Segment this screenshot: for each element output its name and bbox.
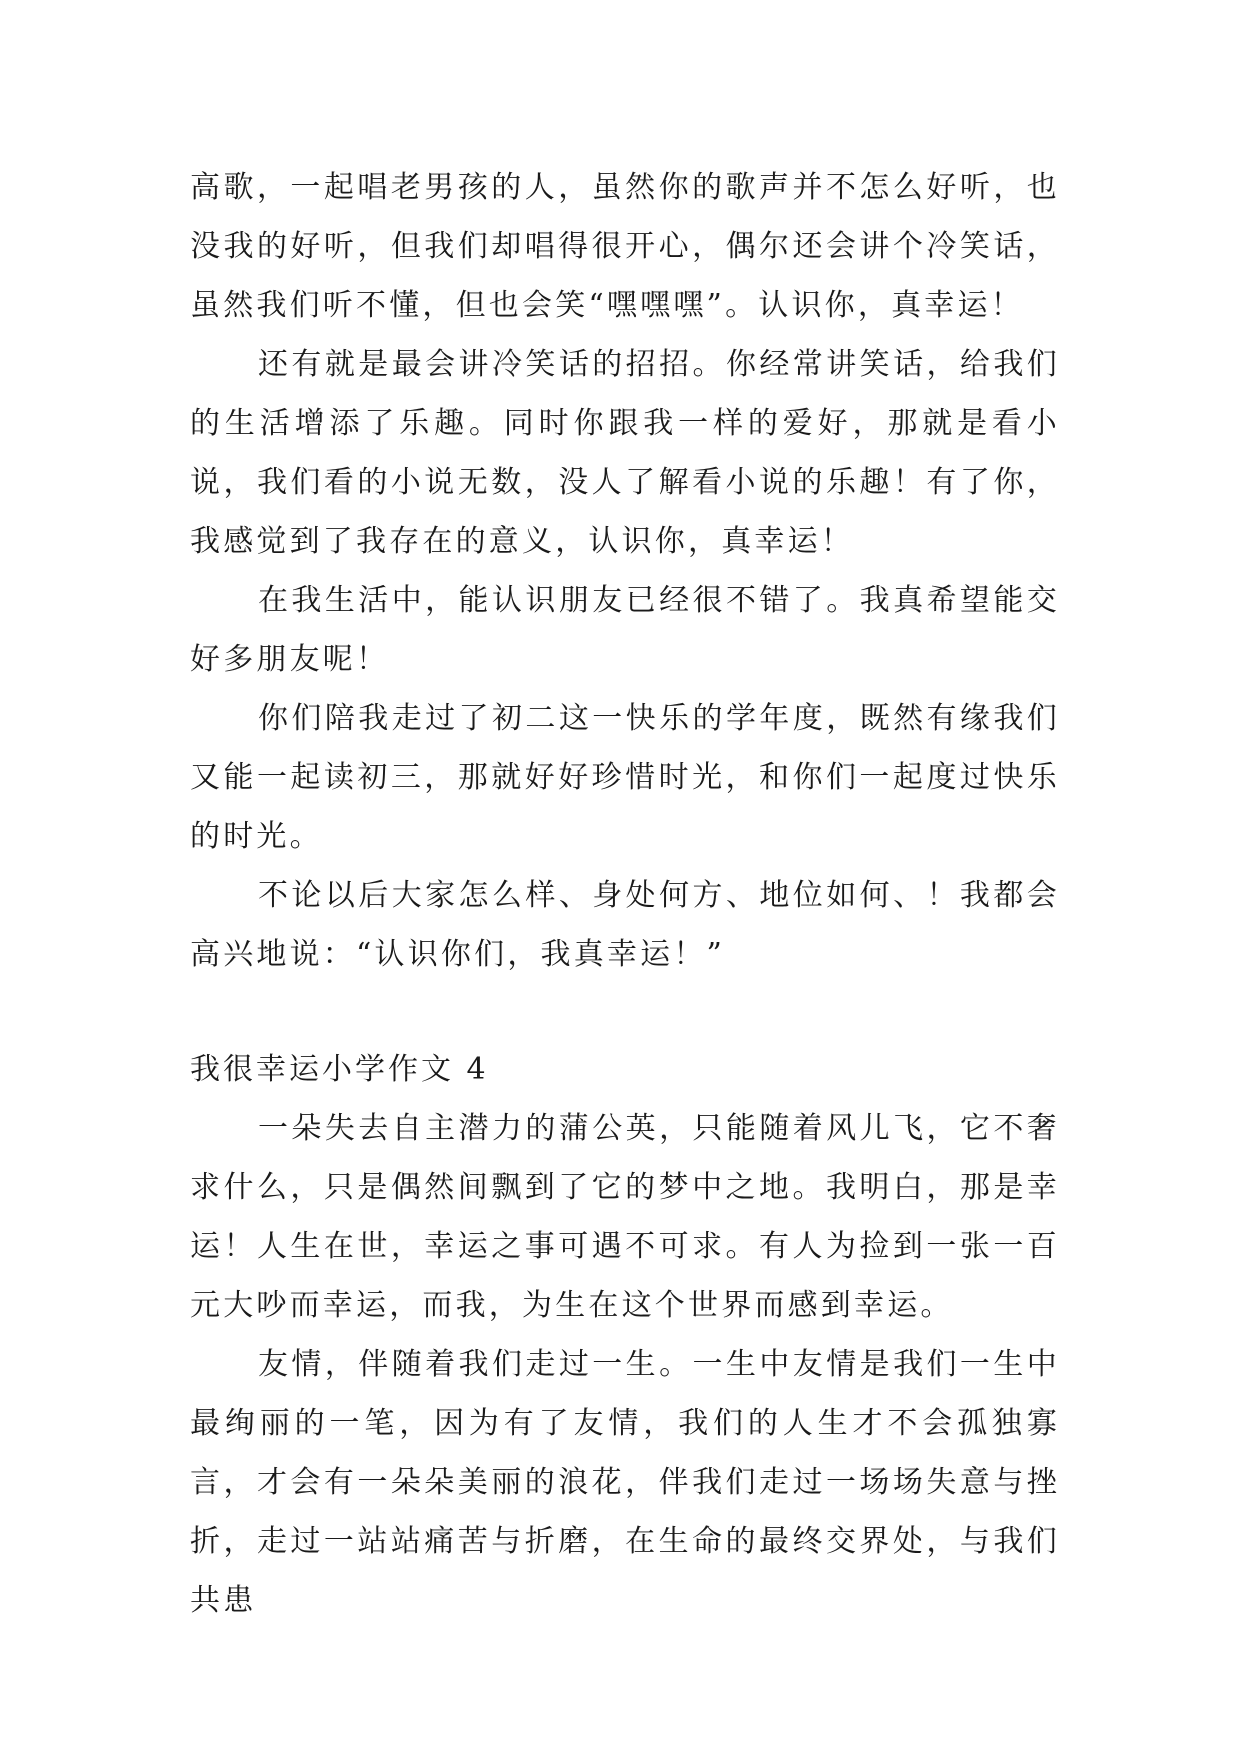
paragraph-continuation: 高歌，一起唱老男孩的人，虽然你的歌声并不怎么好听，也没我的好听，但我们却唱得很开心，偶尔还会讲个冷笑话，虽然我们听不懂，但也会笑“嘿嘿嘿”。认识你，真幸运！ bbox=[190, 170, 1060, 323]
paragraph: 一朵失去自主潜力的蒲公英，只能随着风儿飞，它不奢求什么，只是偶然间飘到了它的梦中之地。我明白，那是幸运！人生在世，幸运之事可遇不可求。有人为捡到一张一百元大吵而幸运，而我，为生在这个世界而感到幸运。 bbox=[190, 1111, 1060, 1323]
paragraph: 不论以后大家怎么样、身处何方、地位如何、！我都会高兴地说：“认识你们，我真幸运！” bbox=[190, 878, 1060, 972]
paragraph: 你们陪我走过了初二这一快乐的学年度，既然有缘我们又能一起读初三，那就好好珍惜时光，和你们一起度过快乐的时光。 bbox=[190, 701, 1060, 854]
section-title: 我很幸运小学作文 4 bbox=[190, 1052, 489, 1087]
paragraph: 在我生活中，能认识朋友已经很不错了。我真希望能交好多朋友呢！ bbox=[190, 583, 1060, 677]
paragraph: 还有就是最会讲冷笑话的招招。你经常讲笑话，给我们的生活增添了乐趣。同时你跟我一样的爱好，那就是看小说，我们看的小说无数，没人了解看小说的乐趣！有了你，我感觉到了我存在的意义，认识你，真幸运！ bbox=[190, 347, 1060, 559]
paragraph: 友情，伴随着我们走过一生。一生中友情是我们一生中最绚丽的一笔，因为有了友情，我们的人生才不会孤独寡言，才会有一朵朵美丽的浪花，伴我们走过一场场失意与挫折，走过一站站痛苦与折磨，在生命的最终交界处，与我们共患 bbox=[190, 1347, 1060, 1618]
document-body bbox=[190, 158, 1060, 1630]
